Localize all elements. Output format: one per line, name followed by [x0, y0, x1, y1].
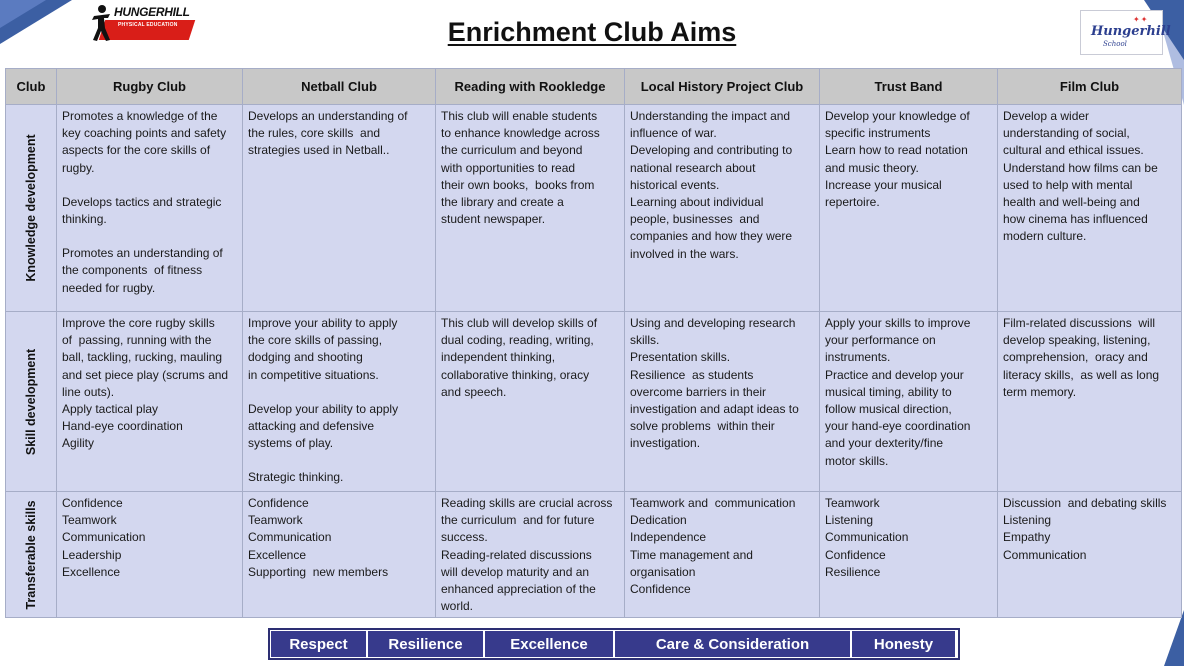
cell-line: ball, tackling, rucking, mauling	[62, 350, 223, 365]
table-header-row	[6, 69, 1182, 105]
cell-line: enhanced appreciation of the	[441, 582, 596, 597]
cell-line: literacy skills, as well as long	[1003, 367, 1160, 382]
cell-line: independent thinking,	[441, 350, 556, 365]
table-cell	[436, 492, 625, 618]
cell-line: and speech.	[441, 384, 507, 399]
table-cell	[57, 105, 243, 312]
cell-line: the components of fitness	[62, 263, 203, 278]
cell-line: dual coding, reading, writing,	[441, 333, 594, 348]
cell-line: Improve the core rugby skills	[62, 316, 215, 330]
cell-line: motor skills.	[825, 453, 889, 468]
cell-line: Teamwork and communication	[630, 496, 796, 510]
cell-line: Develop a wider	[1003, 109, 1090, 123]
cell-line: Promotes an understanding of	[62, 246, 223, 261]
cell-line: rugby.	[62, 160, 95, 175]
cell-line: repertoire.	[825, 195, 880, 210]
row-header	[6, 312, 57, 492]
cell-line: cultural and ethical issues.	[1003, 143, 1144, 158]
cell-line: Learn how to read notation	[825, 143, 968, 158]
stars-icon: ✦✦	[1133, 15, 1149, 24]
page-title: Enrichment Club Aims	[447, 17, 737, 47]
column-header: Trust Band	[820, 69, 998, 105]
cell-line: line outs).	[62, 384, 115, 399]
cell-line: investigation and adapt ideas to	[630, 402, 799, 417]
row-header	[6, 492, 57, 618]
cell-line: the core skills of passing,	[248, 333, 383, 348]
cell-line: Practice and develop your	[825, 367, 964, 382]
cell-line: used to help with mental	[1003, 177, 1133, 192]
table-cell	[998, 312, 1182, 492]
cell-line: Agility	[62, 436, 95, 451]
cell-line: Presentation skills.	[630, 350, 731, 365]
cell-line: Excellence	[62, 564, 121, 579]
table-cell	[436, 105, 625, 312]
school-values-bar	[268, 628, 960, 660]
cell-line: with opportunities to read	[441, 160, 576, 175]
cell-line: health and well-being and	[1003, 195, 1140, 210]
table-cell	[625, 312, 820, 492]
cell-line: Understanding the impact and	[630, 109, 791, 123]
cell-line: investigation.	[630, 436, 701, 451]
cell-line: term memory.	[1003, 384, 1077, 399]
value-excellence: Excellence	[485, 631, 613, 657]
cell-line: Develops tactics and strategic	[62, 194, 222, 209]
cell-line: student newspaper.	[441, 212, 546, 227]
cell-line: Communication	[825, 530, 909, 545]
cell-line: involved in the wars.	[630, 246, 739, 261]
cell-line: success.	[441, 530, 488, 545]
column-header: Reading with Rookledge	[436, 69, 625, 105]
table-cell	[625, 492, 820, 618]
cell-line: the rules, core skills and	[248, 126, 381, 141]
cell-line: Resilience as students	[630, 367, 754, 382]
cell-line: Reading skills are crucial across	[441, 496, 613, 510]
cell-line: Reading-related discussions	[441, 547, 592, 562]
cell-line: Independence	[630, 530, 707, 545]
cell-line: Develop your knowledge of	[825, 109, 970, 123]
table-cell	[820, 105, 998, 312]
cell-line: your performance on	[825, 333, 936, 348]
cell-line: Strategic thinking.	[248, 470, 344, 485]
cell-line: This club will develop skills of	[441, 316, 598, 330]
logo-script: Hungerhill	[1091, 24, 1171, 39]
table-cell	[625, 105, 820, 312]
line-spacer	[248, 452, 431, 469]
cell-line: and set piece play (scrums and	[62, 367, 229, 382]
cell-line: Confidence	[62, 496, 123, 510]
table-row	[6, 312, 1182, 492]
cell-line: the curriculum and for future	[441, 513, 595, 528]
cell-line: Supporting new members	[248, 564, 389, 579]
cell-line: Learning about individual	[630, 195, 764, 210]
value-care-consideration: Care & Consideration	[615, 631, 850, 657]
cell-line: organisation	[630, 564, 696, 579]
column-header: Local History Project Club	[625, 69, 820, 105]
column-header-club: Club	[6, 69, 57, 105]
cell-line: specific instruments	[825, 126, 931, 141]
cell-line: the curriculum and beyond	[441, 143, 583, 158]
value-honesty: Honesty	[852, 631, 955, 657]
cell-line: attacking and defensive	[248, 419, 375, 434]
cell-line: Resilience	[825, 564, 881, 579]
cell-line: needed for rugby.	[62, 280, 156, 295]
cell-line: Develops an understanding of	[248, 109, 408, 123]
cell-line: companies and how they were	[630, 229, 793, 244]
cell-line: develop speaking, listening,	[1003, 333, 1151, 348]
cell-line: of passing, running with the	[62, 333, 212, 348]
logo-name: HUNGERHILL	[114, 5, 190, 19]
cell-line: Apply tactical play	[62, 402, 159, 417]
cell-line: to enhance knowledge across	[441, 126, 600, 141]
cell-line: Understand how films can be	[1003, 160, 1158, 175]
value-respect: Respect	[271, 631, 366, 657]
cell-line: Leadership	[62, 547, 122, 562]
logo-subtitle: PHYSICAL EDUCATION	[118, 22, 178, 28]
row-header	[6, 105, 57, 312]
cell-line: Communication	[62, 530, 146, 545]
cell-line: Confidence	[248, 496, 309, 510]
cell-line: thinking.	[62, 212, 107, 227]
cell-line: collaborative thinking, oracy	[441, 367, 590, 382]
cell-line: Increase your musical	[825, 177, 942, 192]
cell-line: Apply your skills to improve	[825, 316, 971, 330]
cell-line: Dedication	[630, 513, 687, 528]
cell-line: follow musical direction,	[825, 402, 952, 417]
cell-line: instruments.	[825, 350, 891, 365]
column-header: Film Club	[998, 69, 1182, 105]
cell-line: Confidence	[630, 582, 691, 597]
cell-line: Listening	[1003, 513, 1052, 528]
cell-line: and music theory.	[825, 160, 919, 175]
table-cell	[820, 312, 998, 492]
cell-line: musical timing, ability to	[825, 384, 952, 399]
cell-line: Confidence	[825, 547, 886, 562]
cell-line: Discussion and debating skills	[1003, 496, 1167, 510]
row-label: Transferable skills	[24, 500, 38, 610]
cell-line: historical events.	[630, 177, 720, 192]
column-header: Netball Club	[243, 69, 436, 105]
star-icon: ★	[180, 25, 193, 41]
cell-line: Communication	[1003, 547, 1087, 562]
cell-line: in competitive situations.	[248, 367, 379, 382]
cell-line: aspects for the core skills of	[62, 143, 211, 158]
cell-line: your hand-eye coordination	[825, 419, 971, 434]
cell-line: modern culture.	[1003, 229, 1087, 244]
row-label: Skill development	[24, 348, 38, 455]
cell-line: Communication	[248, 530, 332, 545]
cell-line: key coaching points and safety	[62, 126, 227, 141]
cell-line: Excellence	[248, 547, 307, 562]
cell-line: Teamwork	[62, 513, 117, 528]
line-spacer	[62, 228, 238, 245]
cell-line: world.	[441, 599, 474, 614]
table-cell	[243, 312, 436, 492]
cell-line: Promotes a knowledge of the	[62, 109, 218, 123]
cell-line: Listening	[825, 513, 874, 528]
cell-line: Develop your ability to apply	[248, 401, 399, 416]
cell-line: Teamwork	[825, 496, 880, 510]
value-resilience: Resilience	[368, 631, 483, 657]
cell-line: overcome barriers in their	[630, 384, 767, 399]
table-cell	[820, 492, 998, 618]
cell-line: how cinema has influenced	[1003, 212, 1148, 227]
cell-line: Using and developing research	[630, 316, 796, 330]
cell-line: skills.	[630, 333, 660, 348]
line-spacer	[248, 384, 431, 401]
cell-line: comprehension, oracy and	[1003, 350, 1148, 365]
table-cell	[998, 492, 1182, 618]
cell-line: understanding of social,	[1003, 126, 1130, 141]
cell-line: the library and create a	[441, 195, 564, 210]
table-cell	[57, 492, 243, 618]
cell-line: people, businesses and	[630, 212, 760, 227]
cell-line: Empathy	[1003, 530, 1051, 545]
cell-line: strategies used in Netball..	[248, 143, 390, 158]
cell-line: influence of war.	[630, 126, 717, 141]
table-row	[6, 105, 1182, 312]
cell-line: will develop maturity and an	[441, 564, 590, 579]
table-cell	[436, 312, 625, 492]
cell-line: Hand-eye coordination	[62, 419, 183, 434]
cell-line: This club will enable students	[441, 109, 598, 123]
cell-line: dodging and shooting	[248, 350, 363, 365]
cell-line: solve problems within their	[630, 419, 775, 434]
hungerhill-school-logo	[1080, 10, 1171, 55]
cell-line: Teamwork	[248, 513, 303, 528]
cell-line: Film-related discussions will	[1003, 316, 1156, 330]
column-header: Rugby Club	[57, 69, 243, 105]
cell-line: and your dexterity/fine	[825, 436, 944, 451]
row-label: Knowledge development	[24, 134, 38, 282]
table-row	[6, 492, 1182, 618]
table-cell	[57, 312, 243, 492]
cell-line: Improve your ability to apply	[248, 316, 398, 330]
cell-line: their own books, books from	[441, 177, 595, 192]
table-cell	[998, 105, 1182, 312]
cell-line: systems of play.	[248, 436, 334, 451]
cell-line: Developing and contributing to	[630, 143, 793, 158]
table-cell	[243, 105, 436, 312]
line-spacer	[62, 177, 238, 194]
table-cell	[243, 492, 436, 618]
cell-line: national research about	[630, 160, 756, 175]
cell-line: Time management and	[630, 547, 753, 562]
logo-school: School	[1103, 40, 1127, 48]
club-aims-table	[5, 68, 1182, 618]
